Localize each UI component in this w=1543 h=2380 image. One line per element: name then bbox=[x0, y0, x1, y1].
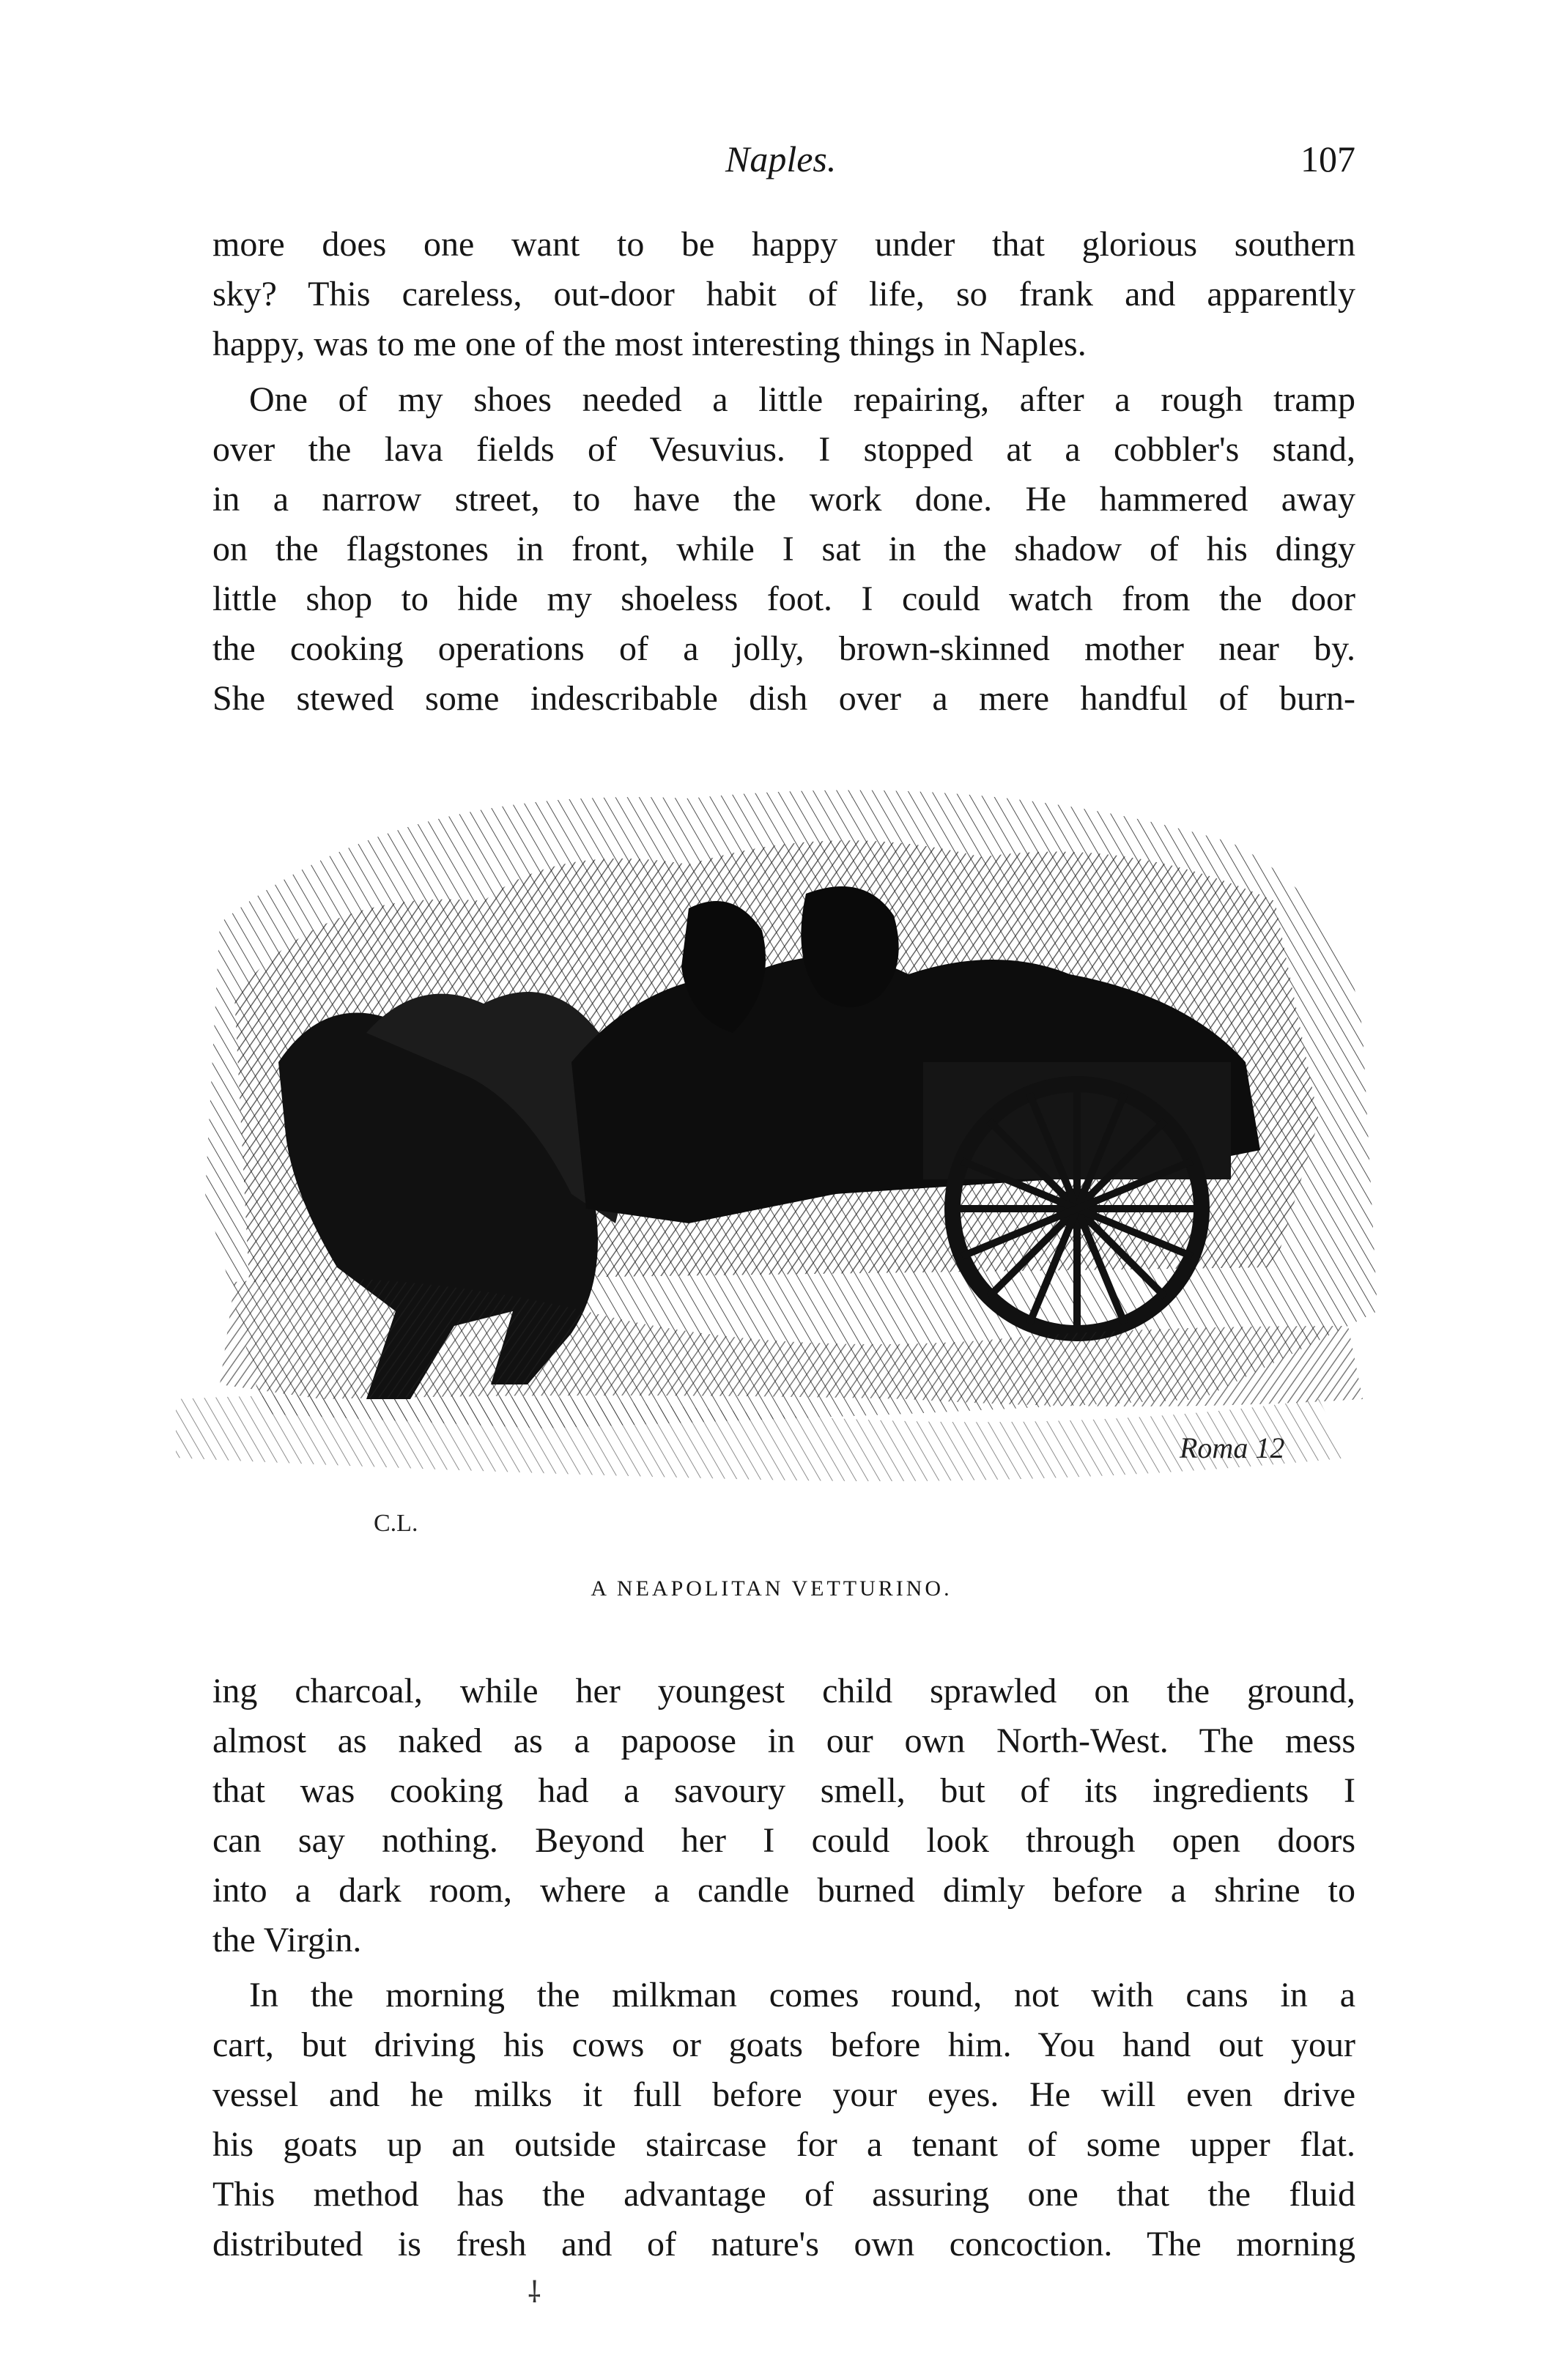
paragraph-4 bbox=[212, 1971, 1355, 2269]
page-number: 107 bbox=[1300, 138, 1355, 179]
vetturino-engraving bbox=[176, 755, 1392, 1582]
scan-specks: ⸸ bbox=[528, 2276, 541, 2309]
artist-signature-left: C.L. bbox=[374, 1510, 418, 1537]
text-line: vessel and he milks it full before your eyes. He will even drive bbox=[212, 2075, 1355, 2114]
paragraph-3 bbox=[212, 1667, 1355, 1965]
text-line: his goats up an outside staircase for a tenant of some upper flat. bbox=[212, 2125, 1355, 2164]
text-line: This method has the advantage of assuring one that the fluid bbox=[212, 2175, 1355, 2214]
artist-signature-right: Roma 12 bbox=[1180, 1431, 1285, 1464]
text-line: In the morning the milkman comes round, not with cans in a bbox=[249, 1976, 1355, 2014]
text-line: almost as naked as a papoose in our own North-West. The mess bbox=[212, 1721, 1355, 1760]
text-line: cart, but driving his cows or goats before him. You hand out your bbox=[212, 2025, 1355, 2064]
text-line: One of my shoes needed a little repairing, after a rough tramp bbox=[249, 380, 1355, 419]
text-line: She stewed some indescribable dish over a mere handful of burn- bbox=[212, 679, 1355, 718]
text-line: more does one want to be happy under that glorious southern bbox=[212, 225, 1355, 264]
paragraph-1 bbox=[212, 220, 1355, 369]
carriage-wheel bbox=[952, 1084, 1202, 1333]
illustration bbox=[176, 755, 1392, 1582]
text-line: happy, was to me one of the most interesting things in Naples. bbox=[212, 325, 1087, 363]
page-header bbox=[212, 138, 1355, 189]
text-line: over the lava fields of Vesuvius. I stopped at a cobbler's stand, bbox=[212, 430, 1355, 469]
text-line: sky? This careless, out-door habit of life, so frank and apparently bbox=[212, 275, 1355, 314]
text-line: can say nothing. Beyond her I could look through open doors bbox=[212, 1821, 1355, 1860]
driver-figure bbox=[801, 886, 898, 1007]
paragraph-2 bbox=[212, 375, 1355, 724]
text-line: the Virgin. bbox=[212, 1921, 362, 1960]
text-line: on the flagstones in front, while I sat in the shadow of his dingy bbox=[212, 530, 1355, 568]
text-line: into a dark room, where a candle burned dimly before a shrine to bbox=[212, 1871, 1355, 1910]
text-line: the cooking operations of a jolly, brown-skinned mother near by. bbox=[212, 629, 1355, 668]
figure-caption: A NEAPOLITAN VETTURINO. bbox=[591, 1576, 952, 1601]
running-title: Naples. bbox=[725, 138, 837, 179]
text-line: distributed is fresh and of nature's own concoction. The morning bbox=[212, 2225, 1355, 2264]
text-line: that was cooking had a savoury smell, but of its ingredients I bbox=[212, 1771, 1355, 1810]
text-line: in a narrow street, to have the work done. He hammered away bbox=[212, 480, 1355, 519]
text-line: ing charcoal, while her youngest child sprawled on the ground, bbox=[212, 1672, 1355, 1710]
text-line: little shop to hide my shoeless foot. I could watch from the door bbox=[212, 579, 1355, 618]
